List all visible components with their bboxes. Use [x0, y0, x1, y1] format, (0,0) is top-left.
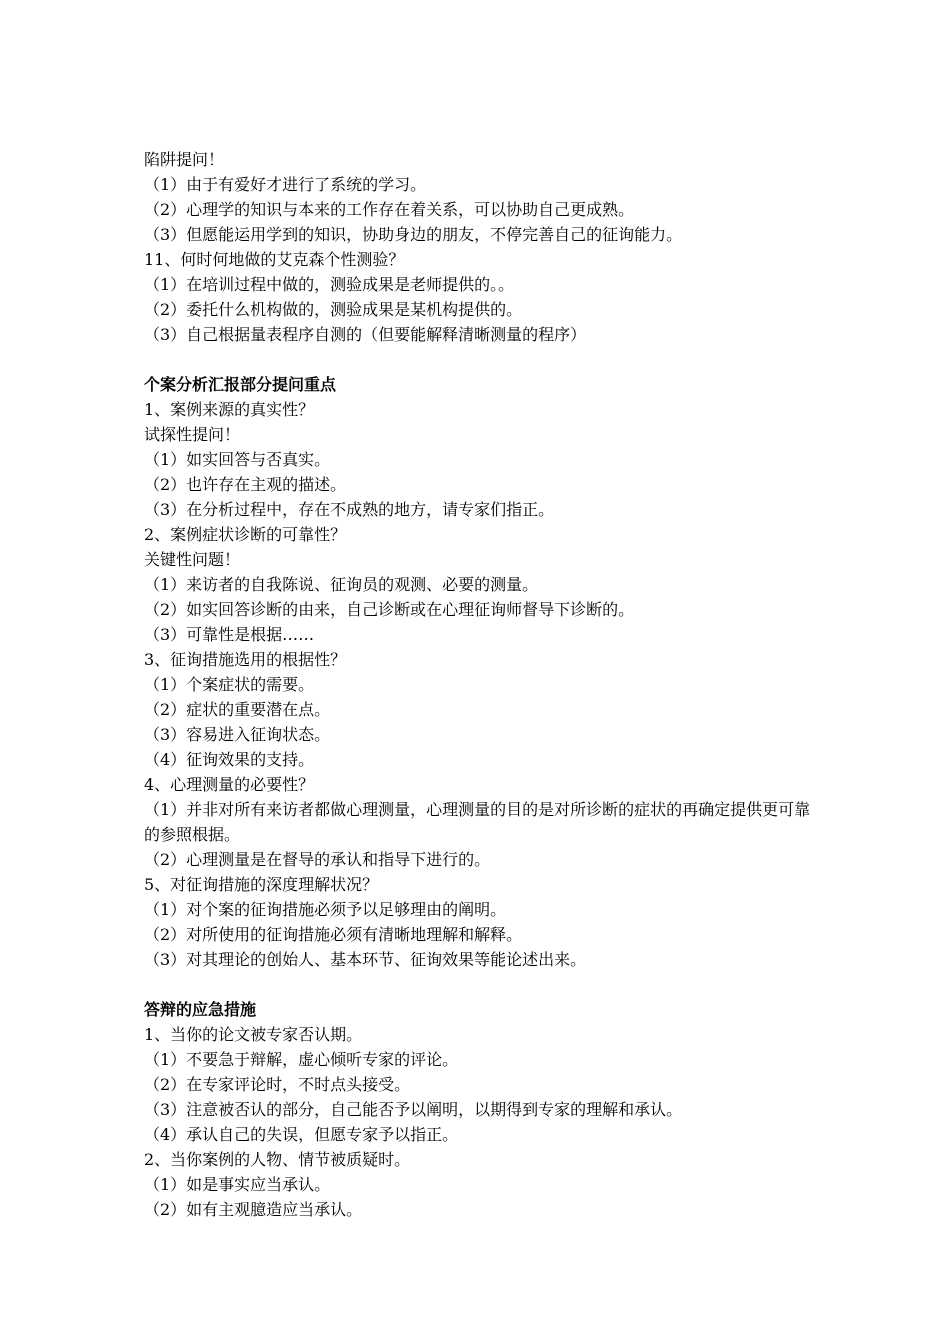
- text-line: 试探性提问！: [144, 425, 241, 444]
- text-line: （2）心理测量是在督导的承认和指导下进行的。: [144, 850, 491, 869]
- text-line: （4）承认自己的失误，但愿专家予以指正。: [144, 1125, 459, 1144]
- section-trap-questions: [144, 147, 844, 347]
- document-page: [144, 147, 844, 1222]
- section-heading: 答辩的应急措施: [144, 1000, 257, 1019]
- text-line: （3）但愿能运用学到的知识，协助身边的朋友，不停完善自己的征询能力。: [144, 225, 683, 244]
- text-line: 1、当你的论文被专家否认期。: [144, 1025, 363, 1044]
- text-line: （1）不要急于辩解，虚心倾听专家的评论。: [144, 1050, 459, 1069]
- text-line: （3）在分析过程中，存在不成熟的地方，请专家们指正。: [144, 500, 555, 519]
- text-line: 1、案例来源的真实性？: [144, 400, 315, 419]
- text-line: （3）对其理论的创始人、基本环节、征询效果等能论述出来。: [144, 950, 587, 969]
- text-line: （1）如实回答与否真实。: [144, 450, 331, 469]
- text-line: （2）委托什么机构做的，测验成果是某机构提供的。: [144, 300, 523, 319]
- text-line: （2）如有主观臆造应当承认。: [144, 1200, 363, 1219]
- text-line: 4、心理测量的必要性？: [144, 775, 315, 794]
- text-line: （2）也许存在主观的描述。: [144, 475, 347, 494]
- section-case-analysis: [144, 372, 844, 972]
- section-heading: 个案分析汇报部分提问重点: [144, 375, 337, 394]
- text-line: 2、案例症状诊断的可靠性？: [144, 525, 347, 544]
- text-line: 11、何时何地做的艾克森个性测验？: [144, 250, 405, 269]
- text-line: （3）自己根据量表程序自测的（但要能解释清晰测量的程序）: [144, 325, 587, 344]
- text-line: 陷阱提问！: [144, 150, 225, 169]
- text-line: （1）由于有爱好才进行了系统的学习。: [144, 175, 427, 194]
- text-line: （2）心理学的知识与本来的工作存在着关系，可以协助自己更成熟。: [144, 200, 635, 219]
- text-line: （2）如实回答诊断的由来，自己诊断或在心理征询师督导下诊断的。: [144, 600, 635, 619]
- text-line: （1）个案症状的需要。: [144, 675, 315, 694]
- paragraph-gap: [144, 972, 844, 997]
- text-line: （3）可靠性是根据……: [144, 625, 315, 644]
- text-line: 3、征询措施选用的根据性？: [144, 650, 347, 669]
- text-line: （2）在专家评论时，不时点头接受。: [144, 1075, 411, 1094]
- text-line: （3）注意被否认的部分，自己能否予以阐明，以期得到专家的理解和承认。: [144, 1100, 683, 1119]
- text-line: （1）并非对所有来访者都做心理测量，心理测量的目的是对所诊断的症状的再确定提供更可靠的参照根据。: [144, 800, 811, 844]
- text-line: （1）如是事实应当承认。: [144, 1175, 331, 1194]
- text-line: （4）征询效果的支持。: [144, 750, 315, 769]
- text-line: （1）对个案的征询措施必须予以足够理由的阐明。: [144, 900, 507, 919]
- text-line: （1）来访者的自我陈说、征询员的观测、必要的测量。: [144, 575, 539, 594]
- paragraph-gap: [144, 347, 844, 372]
- text-line: （2）对所使用的征询措施必须有清晰地理解和解释。: [144, 925, 523, 944]
- text-line: 2、当你案例的人物、情节被质疑时。: [144, 1150, 411, 1169]
- text-line: （3）容易进入征询状态。: [144, 725, 331, 744]
- section-emergency-measures: [144, 997, 844, 1222]
- text-line: （2）症状的重要潜在点。: [144, 700, 331, 719]
- text-line: 5、对征询措施的深度理解状况？: [144, 875, 379, 894]
- text-line: （1）在培训过程中做的，测验成果是老师提供的。。: [144, 275, 515, 294]
- text-line: 关键性问题！: [144, 550, 241, 569]
